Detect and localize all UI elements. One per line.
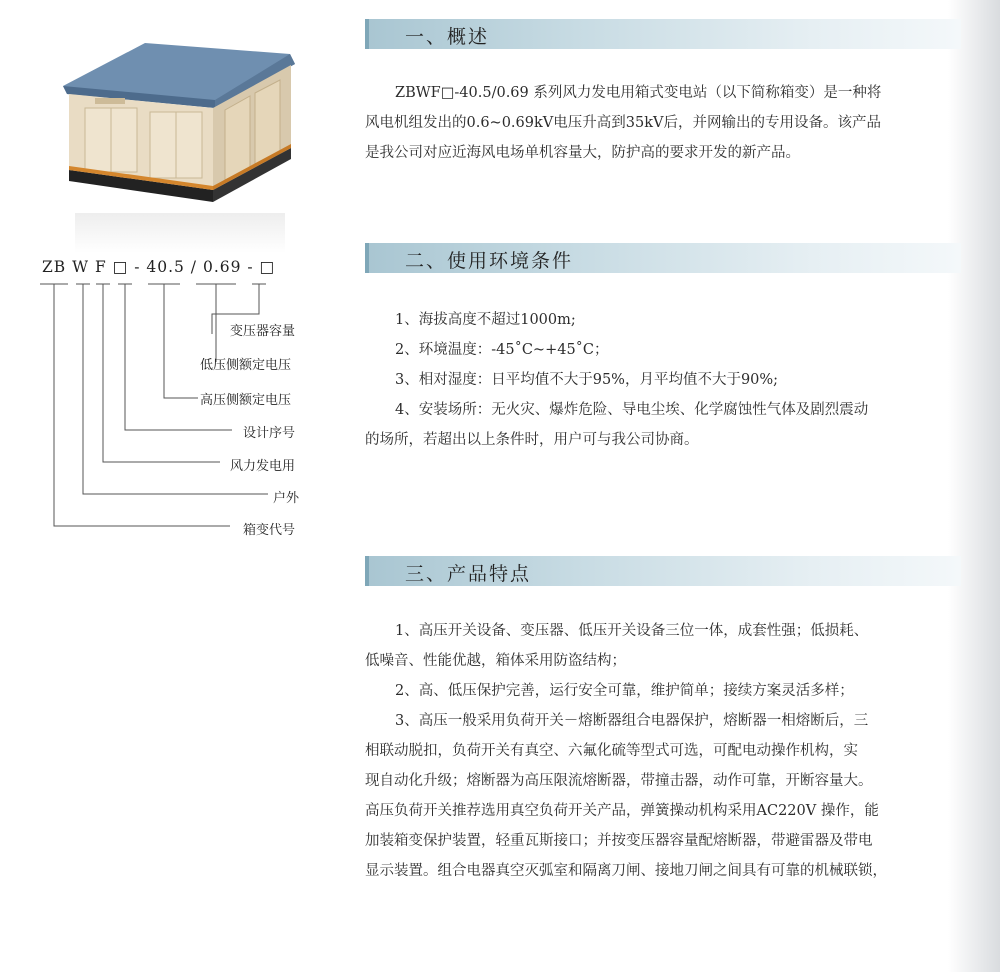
section-1-title: 一、概述 [405,26,490,48]
section-1-body [365,78,965,168]
section-1-line: 风电机组发出的0.6~0.69kV电压升高到35kV后，并网输出的专用设备。该产品 [365,115,881,131]
section-2-line: 3、相对湿度：日平均值不大于95%，月平均值不大于90%; [395,372,779,388]
section-3-line: 相联动脱扣，负荷开关有真空、六氟化硫等型式可选，可配电动操作机构，实 [365,743,858,759]
section-2-line: 4、安装场所：无火灾、爆炸危险、导电尘埃、化学腐蚀性气体及剧烈震动 [395,402,869,418]
legend-wind-power: 风力发电用 [230,459,296,474]
box-substation-image [55,38,300,238]
section-3-line: 加装箱变保护装置，轻重瓦斯接口；并按变压器容量配熔断器，带避雷器及带电 [365,833,873,849]
section-2-header [365,243,961,273]
legend-design-no: 设计序号 [243,426,296,441]
substation-illustration [55,38,300,238]
legend-lv-voltage: 低压侧额定电压 [200,358,292,373]
section-1-line: ZBWF□-40.5/0.69 系列风力发电用箱式变电站（以下简称箱变）是一种将 [395,85,882,101]
section-3-line: 2、高、低压保护完善，运行安全可靠，维护简单；接续方案灵活多样； [395,683,854,699]
section-3-line: 高压负荷开关推荐选用真空负荷开关产品，弹簧操动机构采用AC220V 操作，能 [365,803,879,819]
section-1-header [365,19,961,49]
section-1-line: 是我公司对应近海风电场单机容量大，防护高的要求开发的新产品。 [365,145,800,161]
legend-box-code: 箱变代号 [243,523,296,538]
section-3-line: 3、高压一般采用负荷开关－熔断器组合电器保护，熔断器一相熔断后，三 [395,713,869,729]
legend-hv-voltage: 高压侧额定电压 [200,393,292,408]
section-3-line: 低噪音、性能优越，箱体采用防盗结构； [365,653,626,669]
section-3-body [365,616,965,886]
illustration-reflection [75,213,285,253]
side-door-1 [225,96,250,180]
section-3-header [365,556,961,586]
section-3-line: 1、高压开关设备、变压器、低压开关设备三位一体，成套性强；低损耗、 [395,623,869,639]
legend-capacity: 变压器容量 [230,324,296,339]
section-2-body [365,305,965,455]
section-3-line: 显示装置。组合电器真空灭弧室和隔离刀闸、接地刀闸之间具有可靠的机械联锁， [365,863,887,879]
section-3-title: 三、产品特点 [405,563,532,585]
section-2-line: 的场所，若超出以上条件时，用户可与我公司协商。 [365,432,699,448]
vent-1 [95,98,125,104]
model-code: ZB W F □ - 40.5 / 0.69 - □ [42,258,276,276]
section-2-line: 1、海拔高度不超过1000m; [395,312,576,328]
section-2-title: 二、使用环境条件 [405,250,574,272]
section-3-line: 现自动化升级；熔断器为高压限流熔断器，带撞击器，动作可靠，开断容量大。 [365,773,873,789]
section-2-line: 2、环境温度：-45˚C~+45˚C； [395,342,609,358]
legend-outdoor: 户外 [273,491,300,506]
